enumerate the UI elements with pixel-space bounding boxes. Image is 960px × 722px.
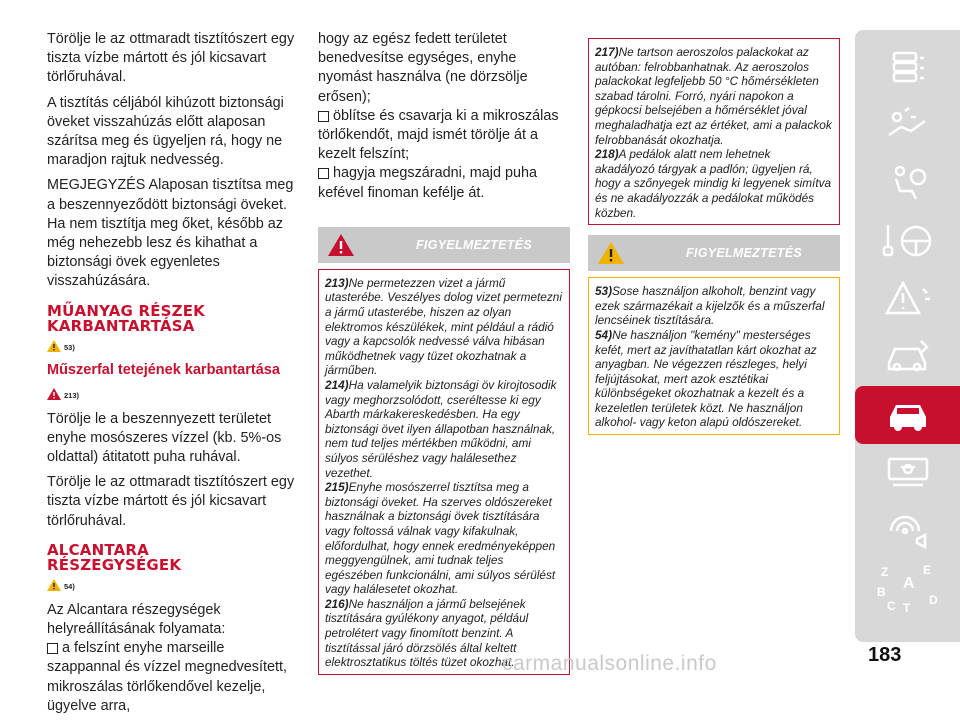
index-letter: D — [928, 593, 938, 607]
key-steering-icon — [878, 221, 938, 261]
warning-item — [325, 378, 563, 480]
warning-header — [588, 235, 840, 271]
warning-text: Ha valamelyik biztonsági öv kirojtosodik vagy meghorzsolódott, cseréltesse ki egy Abarth márkakereskedésben. Ha egy biztonsági övet ilyen állapotban használnak, nem tud teljes mértékben működni, ami súlyos sérüléshez vagy halálesethez vezethet. — [325, 377, 557, 480]
airbag-seat-icon — [886, 163, 930, 203]
bullet-box-icon — [318, 168, 329, 179]
car-breakdown-icon — [883, 337, 933, 377]
tab-index[interactable] — [855, 560, 960, 618]
heading-line: RÉSZEGYSÉGEK — [47, 555, 182, 574]
warning-num: 214) — [325, 377, 349, 392]
paragraph: Az Alcantara részegységek helyreállításának folyamata: — [47, 601, 226, 638]
technical-data-icon — [883, 453, 933, 493]
warning-triangle-icon — [47, 340, 61, 352]
index-letter: C — [886, 599, 896, 613]
warning-item — [595, 147, 833, 220]
warning-ref — [47, 388, 297, 400]
tab-warnings[interactable] — [855, 270, 960, 328]
tab-dashboard[interactable] — [855, 38, 960, 96]
warning-item — [595, 284, 833, 328]
column-3 — [588, 38, 840, 435]
warning-triangle-icon — [883, 279, 933, 319]
paragraph: Törölje le a beszennyezett területet enyhe mosószeres vízzel (kb. 5%-os oldattal) átitatott puha ruhával. — [47, 410, 282, 466]
ref-number: 54) — [64, 581, 75, 591]
heading-line: ALCANTARA — [47, 540, 149, 559]
warning-text: Sose használjon alkoholt, benzint vagy ezek származékait a kijelzők és a műszerfal lencséinek tisztítására. — [595, 284, 825, 328]
warning-num: 53) — [595, 284, 613, 299]
index-letter: T — [902, 601, 910, 615]
warning-item — [595, 328, 833, 430]
bullet-item — [318, 164, 570, 202]
tab-technical-data[interactable] — [855, 444, 960, 502]
subheading-dashboard: Műszerfal tetejének karbantartása — [47, 361, 280, 378]
multimedia-icon — [883, 509, 933, 553]
tab-multimedia[interactable] — [855, 502, 960, 560]
paragraph: A tisztítás céljából kihúzott biztonsági öveket visszahúzás előtt alaposan szárítsa meg és ügyeljen rá, hogy ne maradjon rajtuk nedvesség. — [47, 94, 284, 169]
warning-triangle-icon — [47, 579, 61, 591]
heading-line: KARBANTARTÁSA — [47, 316, 195, 335]
warning-item — [325, 276, 563, 378]
bullet-box-icon — [318, 111, 329, 122]
warning-num: 215) — [325, 480, 349, 495]
index-letter: E — [922, 563, 931, 577]
warning-text: Ne tartson aeroszolos palackokat az autóban: felrobbanhatnak. Az aeroszolos palackokat legfeljebb 50 °C hőmérsékleten szabad tárolni. Forró, nyári napokon a gépkocsi belsejében a hőmérséklet jóval meghaladhatja ezt az értéket, ami a palackok felrobbanását okozhatja. — [595, 45, 832, 147]
index-letter: Z — [880, 565, 888, 579]
dashboard-icon — [888, 50, 928, 84]
warning-box — [588, 38, 840, 225]
tab-maintenance[interactable] — [855, 386, 960, 444]
warning-text: Ne használjon a jármű belsejének tisztítására gyúlékony anyagot, például petrolétert vagy finomított benzint. A tisztítással járó dörzsölés által keltett elektrosztatikus töltés tüzet okozhat. — [325, 596, 529, 670]
warning-title: FIGYELMEZTETÉS — [415, 237, 532, 252]
warning-text: A pedálok alatt nem lehetnek akadályozó tárgyak a padlón; ügyeljen rá, hogy a szőnyegek mindig ki legyenek simítva és ne akadályozzák a pedálokat működés közben. — [595, 147, 832, 220]
tab-safety[interactable] — [855, 154, 960, 212]
warning-triangle-icon — [328, 234, 354, 256]
ref-number: 53) — [64, 342, 75, 352]
warning-item — [595, 45, 833, 147]
section-heading-alcantara — [47, 540, 297, 574]
warning-num: 217) — [595, 45, 619, 59]
warning-box — [588, 277, 840, 435]
index-letter: A — [902, 575, 915, 592]
warning-ref — [47, 340, 297, 352]
warning-ref — [47, 579, 297, 591]
watermark: carmanualsonline.info — [502, 652, 717, 675]
bullet-box-icon — [47, 643, 58, 654]
index-icon — [873, 562, 943, 616]
tab-starting-driving[interactable] — [855, 212, 960, 270]
warning-text: Enyhe mosószerrel tisztítsa meg a biztonsági öveket. Ha szerves oldószereket használnak a biztonsági övek tisztítására vagy foltossá válnak vagy kifakulnak, előfordulhat, hogy ennek eredményeképpen meggyengülnek, ami tudnak teljes egészében funkcionálni, ami súlyos sérülést vagy halálesetet okozhat. — [325, 480, 556, 597]
paragraph: hogy az egész fedett területet benedvesítse egységes, enyhe nyomást használva (ne dörzsölje erősen); — [318, 31, 528, 105]
ref-number: 213) — [64, 390, 80, 400]
paragraph: Törölje le az ottmaradt tisztítószert egy tiszta vízbe mártott és jól kicsavart törlőruhával. — [47, 31, 295, 86]
page-number: 183 — [868, 644, 902, 666]
tab-emergency[interactable] — [855, 328, 960, 386]
section-heading-plastic — [47, 301, 297, 335]
warning-num: 54) — [595, 327, 613, 342]
warning-header — [318, 227, 570, 263]
paragraph: MEGJEGYZÉS Alaposan tisztítsa meg a beszennyeződött biztonsági öveket. Ha nem tisztítja meg őket, később az még nehezebb lesz és kihathat a biztonsági övek egyenletes visszahúzására. — [47, 177, 294, 290]
chapter-sidebar — [855, 30, 960, 642]
index-letter: B — [876, 585, 886, 599]
column-2 — [318, 30, 570, 675]
bullet-item — [318, 107, 570, 165]
warning-num: 213) — [325, 275, 349, 290]
warning-num: 216) — [325, 596, 349, 611]
bullet-text: a felszínt enyhe marseille szappannal és vízzel megnedvesített, mikroszálas törlőkendővel kezelje, ügyelve arra, — [47, 640, 287, 714]
warning-title: FIGYELMEZTETÉS — [685, 246, 802, 261]
car-lights-icon — [885, 107, 931, 143]
warning-text: Ne permetezzen vizet a jármű utasterébe. Veszélyes dolog vizet permetezni a jármű utasterébe, hiszen az olyan elektromos készülékek, mint például a rádió vagy a kapcsolók nedvessé válva hibásan működhetnek vagy tüzet okozhatnak a járműben. — [325, 275, 562, 378]
warning-text: Ne használjon "kemény" mesterséges kefét, mert az javíthatatlan kárt okozhat az anyagban. Ne végezzen részleges, helyi feljújtásokat, mert azok esztétikai különbségeket okozhatnak a kezelt és a kezeletlen területek közt. Ne használjon alkohol- vagy keton alapú oldószereket. — [595, 327, 817, 430]
column-1 — [47, 30, 297, 722]
bullet-text: öblítse és csavarja ki a mikroszálas törlőkendőt, majd ismét törölje át a kezelt felszínt; — [318, 107, 559, 163]
warning-item — [325, 480, 563, 597]
warning-triangle-icon — [598, 242, 624, 264]
heading-line: MŰANYAG RÉSZEK — [47, 301, 205, 320]
bullet-text: hagyja megszáradni, majd puha kefével finoman kefélje át. — [318, 165, 537, 201]
tab-lights[interactable] — [855, 96, 960, 154]
car-service-icon — [882, 395, 934, 435]
warning-triangle-icon — [47, 388, 61, 400]
paragraph: Törölje le az ottmaradt tisztítószert egy tiszta vízbe mártott és jól kicsavart törlőruhával. — [47, 474, 295, 529]
warning-num: 218) — [595, 147, 619, 162]
warning-box — [318, 269, 570, 675]
